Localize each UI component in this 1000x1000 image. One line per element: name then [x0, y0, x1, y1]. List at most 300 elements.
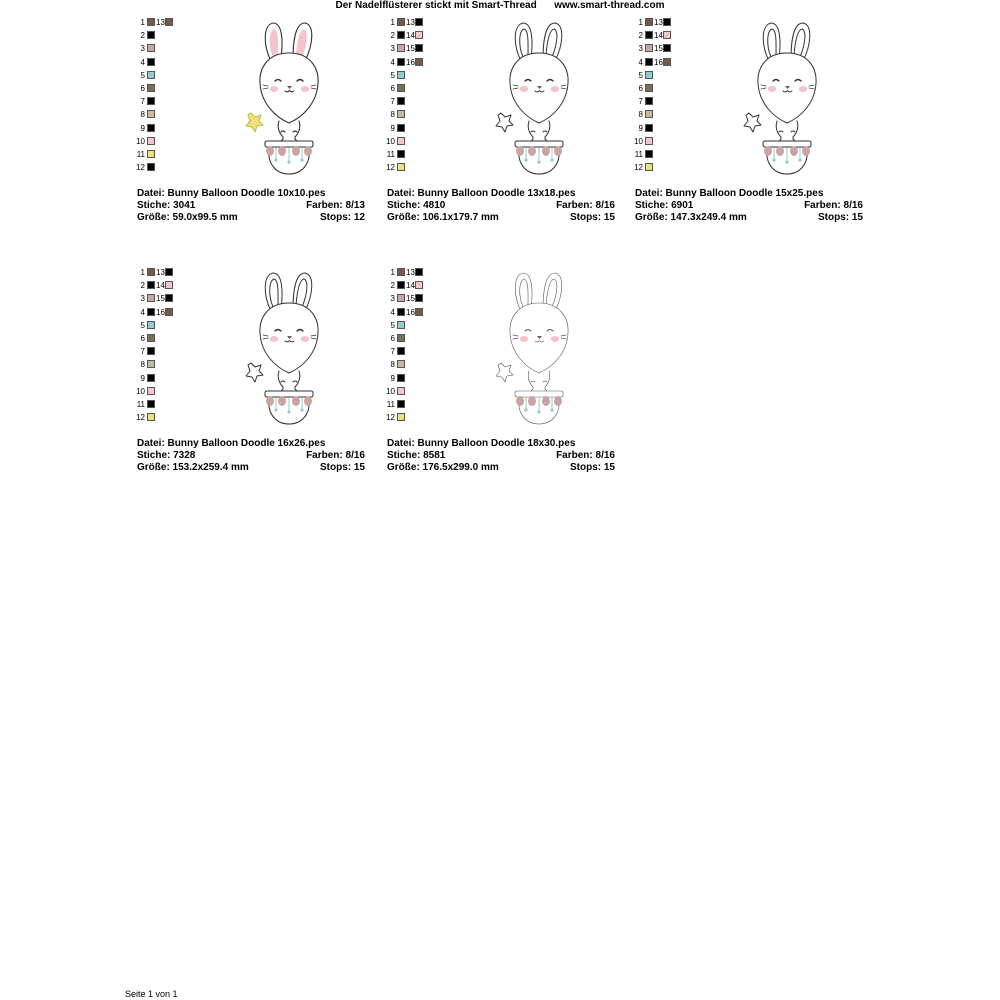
color-number: 9 [140, 373, 145, 383]
star [246, 363, 263, 382]
pompom-3 [542, 146, 550, 156]
color-swatch [165, 308, 173, 316]
color-swatch [147, 18, 155, 26]
color-number: 9 [390, 373, 395, 383]
color-swatch [397, 294, 405, 302]
pompom-3 [292, 396, 300, 406]
design-info [137, 438, 365, 474]
color-number: 3 [390, 294, 395, 304]
color-number: 11 [136, 150, 145, 159]
color-swatch [397, 281, 405, 289]
color-swatch [415, 18, 423, 26]
color-number: 8 [390, 360, 395, 370]
color-swatch [415, 44, 423, 52]
palette-row [137, 149, 197, 160]
basket-rim [515, 391, 563, 397]
size-label: Größe: 106.1x179.7 mm [387, 212, 499, 223]
palette-row [387, 307, 447, 318]
color-number: 11 [136, 400, 145, 409]
pompom-2 [776, 146, 784, 156]
color-swatch [165, 281, 173, 289]
pompom-1 [516, 146, 524, 156]
color-swatch [645, 18, 653, 26]
body [278, 121, 300, 139]
left-cheek [270, 336, 278, 342]
color-number: 13 [654, 18, 663, 27]
palette-row [387, 399, 447, 410]
palette-row [137, 267, 197, 278]
header-title: Der Nadelflüsterer stickt mit Smart-Thread [335, 0, 537, 11]
color-swatch [147, 413, 155, 421]
palette-row [387, 293, 447, 304]
palette-row [635, 30, 695, 41]
color-number: 2 [140, 281, 145, 291]
palette-row [137, 57, 197, 68]
color-swatch [147, 321, 155, 329]
stitches-label: Stiche: 8581 [387, 450, 446, 461]
left-cheek [768, 86, 776, 92]
color-swatch [645, 44, 653, 52]
file-label: Datei: Bunny Balloon Doodle 15x25.pes [635, 188, 824, 199]
left-cheek [520, 86, 528, 92]
color-swatch [147, 374, 155, 382]
color-swatch [147, 137, 155, 145]
color-number: 10 [634, 136, 643, 146]
color-number: 10 [136, 386, 145, 396]
palette-row [635, 70, 695, 81]
color-number: 5 [390, 70, 395, 80]
palette-row [387, 373, 447, 384]
color-swatch [147, 360, 155, 368]
star [496, 113, 513, 132]
file-label: Datei: Bunny Balloon Doodle 13x18.pes [387, 188, 576, 199]
palette-row [635, 96, 695, 107]
palette-row [387, 96, 447, 107]
design-info [387, 188, 615, 224]
color-swatch [397, 347, 405, 355]
tassel-bead-2 [537, 160, 540, 163]
bunny-figure [496, 273, 568, 424]
bunny-balloon-preview [487, 17, 597, 177]
pompom-2 [528, 396, 536, 406]
color-swatch [147, 97, 155, 105]
color-number: 7 [140, 347, 145, 357]
color-number: 5 [390, 320, 395, 330]
pompom-3 [790, 146, 798, 156]
right-cheek [301, 86, 309, 92]
color-swatch [663, 44, 671, 52]
palette-row [137, 136, 197, 147]
color-number: 6 [140, 334, 145, 343]
paws [281, 131, 297, 132]
color-swatch [397, 124, 405, 132]
color-swatch [645, 71, 653, 79]
color-number: 2 [390, 31, 395, 41]
color-swatch [397, 150, 405, 158]
design-card [387, 267, 617, 487]
color-number: 7 [140, 97, 145, 107]
pompom-1 [764, 146, 772, 156]
palette-row [137, 17, 197, 28]
color-swatch [397, 321, 405, 329]
color-number: 13 [156, 18, 165, 27]
tassel-bead-1 [772, 158, 775, 161]
color-number: 6 [390, 334, 395, 343]
stops-label: Stops: 15 [569, 212, 615, 223]
palette-row [387, 43, 447, 54]
pompom-1 [266, 146, 274, 156]
color-number: 4 [390, 57, 395, 67]
palette-row [137, 70, 197, 81]
design-info [137, 188, 365, 224]
color-number: 16 [406, 57, 415, 67]
bunny-balloon-preview [237, 17, 347, 177]
color-number: 9 [638, 123, 643, 133]
color-number: 15 [406, 294, 415, 304]
color-swatch [147, 31, 155, 39]
palette-row [137, 412, 197, 423]
color-swatch [645, 124, 653, 132]
color-number: 10 [136, 136, 145, 146]
color-number: 13 [156, 268, 165, 277]
color-swatch [645, 58, 653, 66]
palette-row [387, 70, 447, 81]
paws [531, 131, 547, 132]
page-number-label: Seite 1 von 1 [125, 989, 178, 999]
color-number: 11 [386, 400, 395, 409]
size-label: Größe: 176.5x299.0 mm [387, 462, 499, 473]
bunny-figure [246, 23, 318, 174]
color-number: 8 [638, 110, 643, 120]
tassel-bead-2 [785, 160, 788, 163]
color-number: 10 [386, 136, 395, 146]
color-swatch [663, 58, 671, 66]
color-number: 12 [386, 413, 395, 423]
palette-row [137, 399, 197, 410]
pompom-4 [802, 146, 810, 156]
pompom-2 [528, 146, 536, 156]
color-swatch [397, 137, 405, 145]
size-label: Größe: 59.0x99.5 mm [137, 212, 238, 223]
color-swatch [147, 150, 155, 158]
colors-count-label: Farben: 8/13 [306, 200, 365, 211]
color-swatch [397, 400, 405, 408]
tassel-bead-1 [274, 408, 277, 411]
color-swatch [147, 44, 155, 52]
color-swatch [147, 400, 155, 408]
file-label: Datei: Bunny Balloon Doodle 18x30.pes [387, 438, 576, 449]
color-number: 13 [406, 268, 415, 277]
design-card [387, 17, 617, 237]
color-swatch [397, 97, 405, 105]
bunny-balloon-preview [237, 267, 347, 427]
star [246, 113, 263, 132]
palette-row [137, 109, 197, 120]
right-cheek [301, 336, 309, 342]
colors-count-label: Farben: 8/16 [556, 200, 615, 211]
color-number: 8 [140, 110, 145, 120]
palette-row [387, 109, 447, 120]
color-number: 7 [390, 97, 395, 107]
color-swatch [397, 374, 405, 382]
color-number: 6 [140, 84, 145, 93]
design-info [387, 438, 615, 474]
pompom-4 [554, 396, 562, 406]
palette-row [137, 162, 197, 173]
color-swatch [645, 163, 653, 171]
palette-row [635, 123, 695, 134]
color-number: 11 [386, 150, 395, 159]
colors-count-label: Farben: 8/16 [556, 450, 615, 461]
palette-row [635, 43, 695, 54]
color-number: 12 [136, 163, 145, 173]
stitches-label: Stiche: 6901 [635, 200, 694, 211]
basket-rim [515, 141, 563, 147]
color-swatch [397, 18, 405, 26]
palette-row [137, 320, 197, 331]
palette-row [137, 280, 197, 291]
color-swatch [645, 84, 653, 92]
palette-row [635, 57, 695, 68]
palette-row [635, 162, 695, 173]
body [278, 371, 300, 389]
stitches-label: Stiche: 4810 [387, 200, 446, 211]
left-cheek [270, 86, 278, 92]
pompom-4 [304, 146, 312, 156]
paws [779, 131, 795, 132]
tassel-bead-1 [524, 158, 527, 161]
color-swatch [397, 44, 405, 52]
color-number: 11 [634, 150, 643, 159]
palette-row [137, 386, 197, 397]
bunny-balloon-preview [735, 17, 845, 177]
palette-row [387, 162, 447, 173]
tassel-bead-3 [550, 158, 553, 161]
color-swatch [147, 163, 155, 171]
color-swatch [147, 308, 155, 316]
color-number: 1 [638, 18, 643, 27]
design-card [137, 267, 367, 487]
color-swatch [663, 18, 671, 26]
color-number: 3 [140, 44, 145, 54]
color-number: 2 [140, 31, 145, 41]
color-number: 8 [140, 360, 145, 370]
basket-rim [265, 141, 313, 147]
palette-row [137, 359, 197, 370]
palette-row [387, 359, 447, 370]
star [496, 363, 513, 382]
color-swatch [645, 137, 653, 145]
color-number: 16 [406, 307, 415, 317]
color-number: 2 [638, 31, 643, 41]
color-number: 12 [634, 163, 643, 173]
tassel-bead-3 [300, 408, 303, 411]
tassel-bead-2 [287, 160, 290, 163]
tassel-bead-1 [524, 408, 527, 411]
color-swatch [415, 294, 423, 302]
basket-rim [763, 141, 811, 147]
palette-row [387, 83, 447, 94]
color-number: 9 [140, 123, 145, 133]
body [528, 371, 550, 389]
paws [281, 381, 297, 382]
pompom-3 [542, 396, 550, 406]
pompom-3 [292, 146, 300, 156]
color-swatch [397, 84, 405, 92]
color-number: 12 [386, 163, 395, 173]
color-swatch [645, 97, 653, 105]
color-swatch [397, 71, 405, 79]
design-card [137, 17, 367, 237]
size-label: Größe: 147.3x249.4 mm [635, 212, 747, 223]
color-swatch [147, 84, 155, 92]
color-swatch [147, 268, 155, 276]
color-number: 1 [140, 268, 145, 277]
color-number: 14 [406, 31, 415, 41]
color-swatch [415, 31, 423, 39]
palette-row [137, 83, 197, 94]
palette-row [387, 57, 447, 68]
palette-row [635, 136, 695, 147]
palette-row [387, 136, 447, 147]
palette-row [387, 30, 447, 41]
color-swatch [415, 308, 423, 316]
palette-row [387, 123, 447, 134]
basket-rim [265, 391, 313, 397]
color-swatch [645, 31, 653, 39]
stops-label: Stops: 15 [319, 462, 365, 473]
color-swatch [147, 71, 155, 79]
bunny-figure [496, 23, 568, 174]
size-label: Größe: 153.2x259.4 mm [137, 462, 249, 473]
bunny-figure [246, 273, 318, 424]
color-swatch [147, 281, 155, 289]
color-swatch [147, 387, 155, 395]
palette-row [387, 320, 447, 331]
color-number: 16 [156, 307, 165, 317]
palette-row [635, 83, 695, 94]
color-number: 5 [140, 70, 145, 80]
color-number: 15 [406, 44, 415, 54]
color-swatch [397, 110, 405, 118]
color-swatch [397, 334, 405, 342]
color-swatch [165, 268, 173, 276]
palette-row [137, 333, 197, 344]
palette-row [137, 43, 197, 54]
pompom-2 [278, 146, 286, 156]
palette-row [137, 293, 197, 304]
color-swatch [415, 58, 423, 66]
color-number: 4 [140, 307, 145, 317]
palette-row [137, 373, 197, 384]
palette-row [387, 280, 447, 291]
color-number: 1 [140, 18, 145, 27]
color-swatch [165, 18, 173, 26]
file-label: Datei: Bunny Balloon Doodle 16x26.pes [137, 438, 326, 449]
color-number: 7 [638, 97, 643, 107]
colors-count-label: Farben: 8/16 [804, 200, 863, 211]
pompom-1 [516, 396, 524, 406]
palette-row [635, 149, 695, 160]
header-url: www.smart-thread.com [554, 0, 665, 11]
color-number: 15 [156, 294, 165, 304]
palette-row [387, 149, 447, 160]
palette-row [137, 123, 197, 134]
color-number: 4 [638, 57, 643, 67]
color-number: 4 [390, 307, 395, 317]
color-number: 2 [390, 281, 395, 291]
color-number: 1 [390, 18, 395, 27]
star [744, 113, 761, 132]
palette-row [387, 346, 447, 357]
palette-row [387, 267, 447, 278]
color-swatch [165, 294, 173, 302]
tassel-bead-1 [274, 158, 277, 161]
right-cheek [551, 86, 559, 92]
color-swatch [147, 110, 155, 118]
color-swatch [147, 294, 155, 302]
design-info [635, 188, 863, 224]
color-swatch [415, 268, 423, 276]
left-cheek [520, 336, 528, 342]
color-swatch [397, 360, 405, 368]
bunny-balloon-preview [487, 267, 597, 427]
color-number: 3 [390, 44, 395, 54]
color-number: 4 [140, 57, 145, 67]
body [776, 121, 798, 139]
color-swatch [397, 413, 405, 421]
color-swatch [645, 150, 653, 158]
color-swatch [397, 31, 405, 39]
stitches-label: Stiche: 7328 [137, 450, 196, 461]
color-number: 5 [140, 320, 145, 330]
palette-row [635, 109, 695, 120]
pompom-1 [266, 396, 274, 406]
color-swatch [663, 31, 671, 39]
pompom-4 [304, 396, 312, 406]
stops-label: Stops: 12 [319, 212, 365, 223]
colors-count-label: Farben: 8/16 [306, 450, 365, 461]
color-number: 1 [390, 268, 395, 277]
palette-row [137, 346, 197, 357]
color-swatch [147, 347, 155, 355]
tassel-bead-3 [300, 158, 303, 161]
palette-row [137, 96, 197, 107]
palette-row [387, 386, 447, 397]
color-number: 12 [136, 413, 145, 423]
tassel-bead-3 [798, 158, 801, 161]
tassel-bead-2 [287, 410, 290, 413]
color-number: 8 [390, 110, 395, 120]
color-number: 15 [654, 44, 663, 54]
color-swatch [147, 124, 155, 132]
file-label: Datei: Bunny Balloon Doodle 10x10.pes [137, 188, 326, 199]
color-swatch [397, 163, 405, 171]
pompom-2 [278, 396, 286, 406]
palette-row [137, 30, 197, 41]
color-swatch [645, 110, 653, 118]
color-number: 13 [406, 18, 415, 27]
color-swatch [397, 387, 405, 395]
design-card [635, 17, 865, 237]
color-number: 3 [638, 44, 643, 54]
paws [531, 381, 547, 382]
palette-row [387, 412, 447, 423]
color-number: 5 [638, 70, 643, 80]
color-number: 3 [140, 294, 145, 304]
color-number: 7 [390, 347, 395, 357]
color-number: 14 [654, 31, 663, 41]
